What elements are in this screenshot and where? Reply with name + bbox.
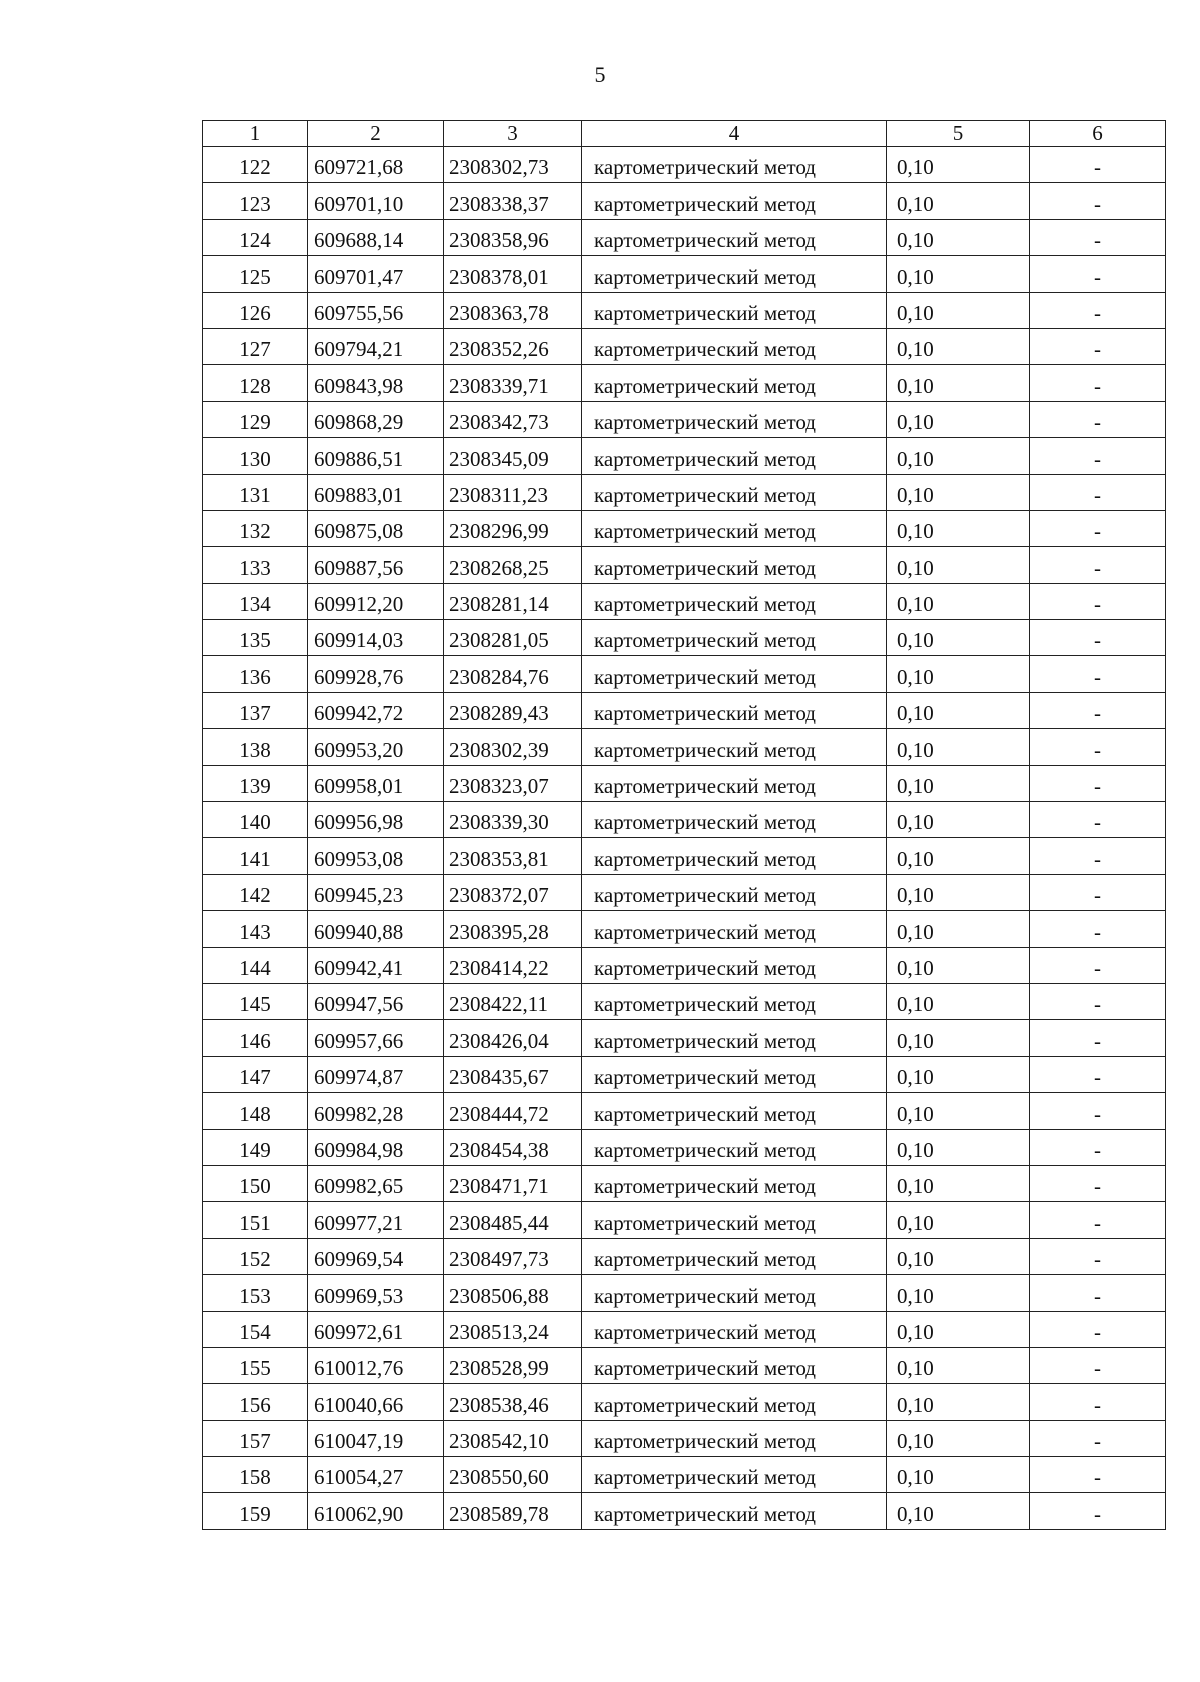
x-coordinate-cell: 609701,47 (308, 256, 444, 292)
point-number-cell: 148 (203, 1093, 308, 1129)
description-cell: - (1030, 1457, 1166, 1493)
description-cell: - (1030, 219, 1166, 255)
description-cell: - (1030, 328, 1166, 364)
accuracy-cell: 0,10 (887, 256, 1030, 292)
table-row (203, 1493, 1166, 1529)
description-cell: - (1030, 1129, 1166, 1165)
y-coordinate-cell: 2308550,60 (444, 1457, 582, 1493)
y-coordinate-cell: 2308589,78 (444, 1493, 582, 1529)
description-cell: - (1030, 1238, 1166, 1274)
table-row (203, 1311, 1166, 1347)
table-row (203, 401, 1166, 437)
accuracy-cell: 0,10 (887, 147, 1030, 183)
method-cell: картометрический метод (582, 1202, 887, 1238)
table-row (203, 1238, 1166, 1274)
description-cell: - (1030, 1420, 1166, 1456)
point-number-cell: 145 (203, 983, 308, 1019)
method-cell: картометрический метод (582, 583, 887, 619)
point-number-cell: 157 (203, 1420, 308, 1456)
x-coordinate-cell: 609914,03 (308, 620, 444, 656)
x-coordinate-cell: 609942,41 (308, 947, 444, 983)
accuracy-cell: 0,10 (887, 365, 1030, 401)
table-row (203, 183, 1166, 219)
method-cell: картометрический метод (582, 1165, 887, 1201)
table-row (203, 911, 1166, 947)
y-coordinate-cell: 2308363,78 (444, 292, 582, 328)
method-cell: картометрический метод (582, 438, 887, 474)
method-cell: картометрический метод (582, 510, 887, 546)
accuracy-cell: 0,10 (887, 1238, 1030, 1274)
description-cell: - (1030, 656, 1166, 692)
x-coordinate-cell: 609721,68 (308, 147, 444, 183)
y-coordinate-cell: 2308471,71 (444, 1165, 582, 1201)
method-cell: картометрический метод (582, 1457, 887, 1493)
y-coordinate-cell: 2308345,09 (444, 438, 582, 474)
table-row (203, 547, 1166, 583)
accuracy-cell: 0,10 (887, 765, 1030, 801)
accuracy-cell: 0,10 (887, 547, 1030, 583)
method-cell: картометрический метод (582, 620, 887, 656)
accuracy-cell: 0,10 (887, 219, 1030, 255)
method-cell: картометрический метод (582, 1347, 887, 1383)
x-coordinate-cell: 609912,20 (308, 583, 444, 619)
x-coordinate-cell: 609982,65 (308, 1165, 444, 1201)
x-coordinate-cell: 609972,61 (308, 1311, 444, 1347)
method-cell: картометрический метод (582, 328, 887, 364)
table-row (203, 802, 1166, 838)
method-cell: картометрический метод (582, 147, 887, 183)
method-cell: картометрический метод (582, 401, 887, 437)
y-coordinate-cell: 2308454,38 (444, 1129, 582, 1165)
table-header-row (203, 121, 1166, 147)
y-coordinate-cell: 2308372,07 (444, 874, 582, 910)
x-coordinate-cell: 609940,88 (308, 911, 444, 947)
x-coordinate-cell: 609794,21 (308, 328, 444, 364)
y-coordinate-cell: 2308426,04 (444, 1020, 582, 1056)
point-number-cell: 130 (203, 438, 308, 474)
accuracy-cell: 0,10 (887, 438, 1030, 474)
accuracy-cell: 0,10 (887, 620, 1030, 656)
y-coordinate-cell: 2308353,81 (444, 838, 582, 874)
method-cell: картометрический метод (582, 838, 887, 874)
y-coordinate-cell: 2308296,99 (444, 510, 582, 546)
method-cell: картометрический метод (582, 1493, 887, 1529)
accuracy-cell: 0,10 (887, 183, 1030, 219)
point-number-cell: 127 (203, 328, 308, 364)
accuracy-cell: 0,10 (887, 1056, 1030, 1092)
description-cell: - (1030, 1202, 1166, 1238)
x-coordinate-cell: 609953,20 (308, 729, 444, 765)
y-coordinate-cell: 2308342,73 (444, 401, 582, 437)
point-number-cell: 155 (203, 1347, 308, 1383)
method-cell: картометрический метод (582, 292, 887, 328)
column-header-5: 5 (887, 121, 1030, 147)
y-coordinate-cell: 2308302,39 (444, 729, 582, 765)
description-cell: - (1030, 874, 1166, 910)
description-cell: - (1030, 802, 1166, 838)
y-coordinate-cell: 2308289,43 (444, 692, 582, 728)
table-row (203, 838, 1166, 874)
x-coordinate-cell: 609755,56 (308, 292, 444, 328)
y-coordinate-cell: 2308311,23 (444, 474, 582, 510)
description-cell: - (1030, 438, 1166, 474)
description-cell: - (1030, 510, 1166, 546)
accuracy-cell: 0,10 (887, 911, 1030, 947)
x-coordinate-cell: 610047,19 (308, 1420, 444, 1456)
table-row (203, 1347, 1166, 1383)
method-cell: картометрический метод (582, 1129, 887, 1165)
x-coordinate-cell: 609843,98 (308, 365, 444, 401)
table-row (203, 219, 1166, 255)
x-coordinate-cell: 609956,98 (308, 802, 444, 838)
y-coordinate-cell: 2308422,11 (444, 983, 582, 1019)
point-number-cell: 152 (203, 1238, 308, 1274)
accuracy-cell: 0,10 (887, 510, 1030, 546)
description-cell: - (1030, 583, 1166, 619)
table-row (203, 656, 1166, 692)
table-row (203, 620, 1166, 656)
point-number-cell: 129 (203, 401, 308, 437)
table-row (203, 1457, 1166, 1493)
point-number-cell: 156 (203, 1384, 308, 1420)
table-row (203, 1020, 1166, 1056)
point-number-cell: 141 (203, 838, 308, 874)
column-header-1: 1 (203, 121, 308, 147)
table-row (203, 510, 1166, 546)
method-cell: картометрический метод (582, 1311, 887, 1347)
x-coordinate-cell: 609953,08 (308, 838, 444, 874)
accuracy-cell: 0,10 (887, 1165, 1030, 1201)
point-number-cell: 153 (203, 1275, 308, 1311)
accuracy-cell: 0,10 (887, 1129, 1030, 1165)
table-row (203, 947, 1166, 983)
table-row (203, 765, 1166, 801)
description-cell: - (1030, 911, 1166, 947)
table-row (203, 1275, 1166, 1311)
point-number-cell: 137 (203, 692, 308, 728)
point-number-cell: 126 (203, 292, 308, 328)
column-header-6: 6 (1030, 121, 1166, 147)
description-cell: - (1030, 1384, 1166, 1420)
method-cell: картометрический метод (582, 1384, 887, 1420)
x-coordinate-cell: 609945,23 (308, 874, 444, 910)
description-cell: - (1030, 401, 1166, 437)
point-number-cell: 128 (203, 365, 308, 401)
accuracy-cell: 0,10 (887, 983, 1030, 1019)
y-coordinate-cell: 2308339,71 (444, 365, 582, 401)
table-row (203, 729, 1166, 765)
description-cell: - (1030, 547, 1166, 583)
table-row (203, 1056, 1166, 1092)
y-coordinate-cell: 2308281,05 (444, 620, 582, 656)
method-cell: картометрический метод (582, 874, 887, 910)
accuracy-cell: 0,10 (887, 1311, 1030, 1347)
description-cell: - (1030, 292, 1166, 328)
method-cell: картометрический метод (582, 1275, 887, 1311)
description-cell: - (1030, 838, 1166, 874)
description-cell: - (1030, 256, 1166, 292)
accuracy-cell: 0,10 (887, 1202, 1030, 1238)
accuracy-cell: 0,10 (887, 802, 1030, 838)
method-cell: картометрический метод (582, 365, 887, 401)
method-cell: картометрический метод (582, 474, 887, 510)
table-row (203, 1093, 1166, 1129)
accuracy-cell: 0,10 (887, 1093, 1030, 1129)
point-number-cell: 139 (203, 765, 308, 801)
accuracy-cell: 0,10 (887, 729, 1030, 765)
y-coordinate-cell: 2308268,25 (444, 547, 582, 583)
table-row (203, 147, 1166, 183)
method-cell: картометрический метод (582, 692, 887, 728)
description-cell: - (1030, 765, 1166, 801)
accuracy-cell: 0,10 (887, 1457, 1030, 1493)
y-coordinate-cell: 2308435,67 (444, 1056, 582, 1092)
y-coordinate-cell: 2308414,22 (444, 947, 582, 983)
x-coordinate-cell: 609969,54 (308, 1238, 444, 1274)
method-cell: картометрический метод (582, 219, 887, 255)
accuracy-cell: 0,10 (887, 1020, 1030, 1056)
table-row (203, 1165, 1166, 1201)
x-coordinate-cell: 610040,66 (308, 1384, 444, 1420)
x-coordinate-cell: 610054,27 (308, 1457, 444, 1493)
y-coordinate-cell: 2308513,24 (444, 1311, 582, 1347)
accuracy-cell: 0,10 (887, 874, 1030, 910)
y-coordinate-cell: 2308284,76 (444, 656, 582, 692)
accuracy-cell: 0,10 (887, 692, 1030, 728)
table-row (203, 1384, 1166, 1420)
y-coordinate-cell: 2308302,73 (444, 147, 582, 183)
point-number-cell: 125 (203, 256, 308, 292)
accuracy-cell: 0,10 (887, 1493, 1030, 1529)
point-number-cell: 133 (203, 547, 308, 583)
x-coordinate-cell: 609701,10 (308, 183, 444, 219)
method-cell: картометрический метод (582, 183, 887, 219)
x-coordinate-cell: 610012,76 (308, 1347, 444, 1383)
y-coordinate-cell: 2308542,10 (444, 1420, 582, 1456)
point-number-cell: 142 (203, 874, 308, 910)
table-row (203, 583, 1166, 619)
table-row (203, 438, 1166, 474)
point-number-cell: 131 (203, 474, 308, 510)
table-row (203, 292, 1166, 328)
point-number-cell: 124 (203, 219, 308, 255)
y-coordinate-cell: 2308338,37 (444, 183, 582, 219)
point-number-cell: 158 (203, 1457, 308, 1493)
method-cell: картометрический метод (582, 802, 887, 838)
accuracy-cell: 0,10 (887, 474, 1030, 510)
method-cell: картометрический метод (582, 1420, 887, 1456)
point-number-cell: 143 (203, 911, 308, 947)
y-coordinate-cell: 2308528,99 (444, 1347, 582, 1383)
description-cell: - (1030, 1056, 1166, 1092)
table-row (203, 1129, 1166, 1165)
method-cell: картометрический метод (582, 1020, 887, 1056)
point-number-cell: 123 (203, 183, 308, 219)
x-coordinate-cell: 609942,72 (308, 692, 444, 728)
x-coordinate-cell: 609958,01 (308, 765, 444, 801)
accuracy-cell: 0,10 (887, 583, 1030, 619)
method-cell: картометрический метод (582, 256, 887, 292)
description-cell: - (1030, 1275, 1166, 1311)
method-cell: картометрический метод (582, 983, 887, 1019)
point-number-cell: 136 (203, 656, 308, 692)
table-row (203, 692, 1166, 728)
description-cell: - (1030, 1093, 1166, 1129)
method-cell: картометрический метод (582, 765, 887, 801)
accuracy-cell: 0,10 (887, 656, 1030, 692)
description-cell: - (1030, 1020, 1166, 1056)
description-cell: - (1030, 947, 1166, 983)
point-number-cell: 150 (203, 1165, 308, 1201)
point-number-cell: 144 (203, 947, 308, 983)
x-coordinate-cell: 609982,28 (308, 1093, 444, 1129)
table-body (203, 147, 1166, 1530)
method-cell: картометрический метод (582, 911, 887, 947)
x-coordinate-cell: 609688,14 (308, 219, 444, 255)
method-cell: картометрический метод (582, 1056, 887, 1092)
method-cell: картометрический метод (582, 1093, 887, 1129)
table-row (203, 1202, 1166, 1238)
point-number-cell: 140 (203, 802, 308, 838)
description-cell: - (1030, 183, 1166, 219)
y-coordinate-cell: 2308538,46 (444, 1384, 582, 1420)
table-row (203, 256, 1166, 292)
column-header-3: 3 (444, 121, 582, 147)
description-cell: - (1030, 147, 1166, 183)
x-coordinate-cell: 609928,76 (308, 656, 444, 692)
accuracy-cell: 0,10 (887, 1384, 1030, 1420)
y-coordinate-cell: 2308497,73 (444, 1238, 582, 1274)
description-cell: - (1030, 692, 1166, 728)
y-coordinate-cell: 2308339,30 (444, 802, 582, 838)
point-number-cell: 147 (203, 1056, 308, 1092)
point-number-cell: 135 (203, 620, 308, 656)
table-row (203, 1420, 1166, 1456)
description-cell: - (1030, 1311, 1166, 1347)
method-cell: картометрический метод (582, 656, 887, 692)
page-number: 5 (594, 62, 606, 87)
table-row (203, 365, 1166, 401)
point-number-cell: 154 (203, 1311, 308, 1347)
x-coordinate-cell: 609947,56 (308, 983, 444, 1019)
x-coordinate-cell: 609969,53 (308, 1275, 444, 1311)
accuracy-cell: 0,10 (887, 328, 1030, 364)
accuracy-cell: 0,10 (887, 1347, 1030, 1383)
description-cell: - (1030, 1165, 1166, 1201)
description-cell: - (1030, 1347, 1166, 1383)
y-coordinate-cell: 2308395,28 (444, 911, 582, 947)
accuracy-cell: 0,10 (887, 1420, 1030, 1456)
accuracy-cell: 0,10 (887, 838, 1030, 874)
accuracy-cell: 0,10 (887, 292, 1030, 328)
table-row (203, 474, 1166, 510)
point-number-cell: 149 (203, 1129, 308, 1165)
x-coordinate-cell: 609974,87 (308, 1056, 444, 1092)
method-cell: картометрический метод (582, 1238, 887, 1274)
point-number-cell: 138 (203, 729, 308, 765)
accuracy-cell: 0,10 (887, 401, 1030, 437)
description-cell: - (1030, 983, 1166, 1019)
x-coordinate-cell: 609868,29 (308, 401, 444, 437)
y-coordinate-cell: 2308281,14 (444, 583, 582, 619)
point-number-cell: 134 (203, 583, 308, 619)
x-coordinate-cell: 609887,56 (308, 547, 444, 583)
x-coordinate-cell: 609984,98 (308, 1129, 444, 1165)
x-coordinate-cell: 609875,08 (308, 510, 444, 546)
x-coordinate-cell: 609977,21 (308, 1202, 444, 1238)
table-row (203, 874, 1166, 910)
x-coordinate-cell: 609883,01 (308, 474, 444, 510)
accuracy-cell: 0,10 (887, 947, 1030, 983)
description-cell: - (1030, 729, 1166, 765)
description-cell: - (1030, 1493, 1166, 1529)
y-coordinate-cell: 2308358,96 (444, 219, 582, 255)
method-cell: картометрический метод (582, 547, 887, 583)
x-coordinate-cell: 609886,51 (308, 438, 444, 474)
point-number-cell: 122 (203, 147, 308, 183)
method-cell: картометрический метод (582, 729, 887, 765)
description-cell: - (1030, 620, 1166, 656)
point-number-cell: 159 (203, 1493, 308, 1529)
table-row (203, 983, 1166, 1019)
point-number-cell: 146 (203, 1020, 308, 1056)
y-coordinate-cell: 2308506,88 (444, 1275, 582, 1311)
y-coordinate-cell: 2308352,26 (444, 328, 582, 364)
x-coordinate-cell: 610062,90 (308, 1493, 444, 1529)
accuracy-cell: 0,10 (887, 1275, 1030, 1311)
y-coordinate-cell: 2308378,01 (444, 256, 582, 292)
column-header-4: 4 (582, 121, 887, 147)
point-number-cell: 151 (203, 1202, 308, 1238)
description-cell: - (1030, 365, 1166, 401)
point-number-cell: 132 (203, 510, 308, 546)
description-cell: - (1030, 474, 1166, 510)
x-coordinate-cell: 609957,66 (308, 1020, 444, 1056)
coordinates-table (202, 120, 1166, 1530)
column-header-2: 2 (308, 121, 444, 147)
y-coordinate-cell: 2308323,07 (444, 765, 582, 801)
y-coordinate-cell: 2308485,44 (444, 1202, 582, 1238)
y-coordinate-cell: 2308444,72 (444, 1093, 582, 1129)
method-cell: картометрический метод (582, 947, 887, 983)
table-row (203, 328, 1166, 364)
